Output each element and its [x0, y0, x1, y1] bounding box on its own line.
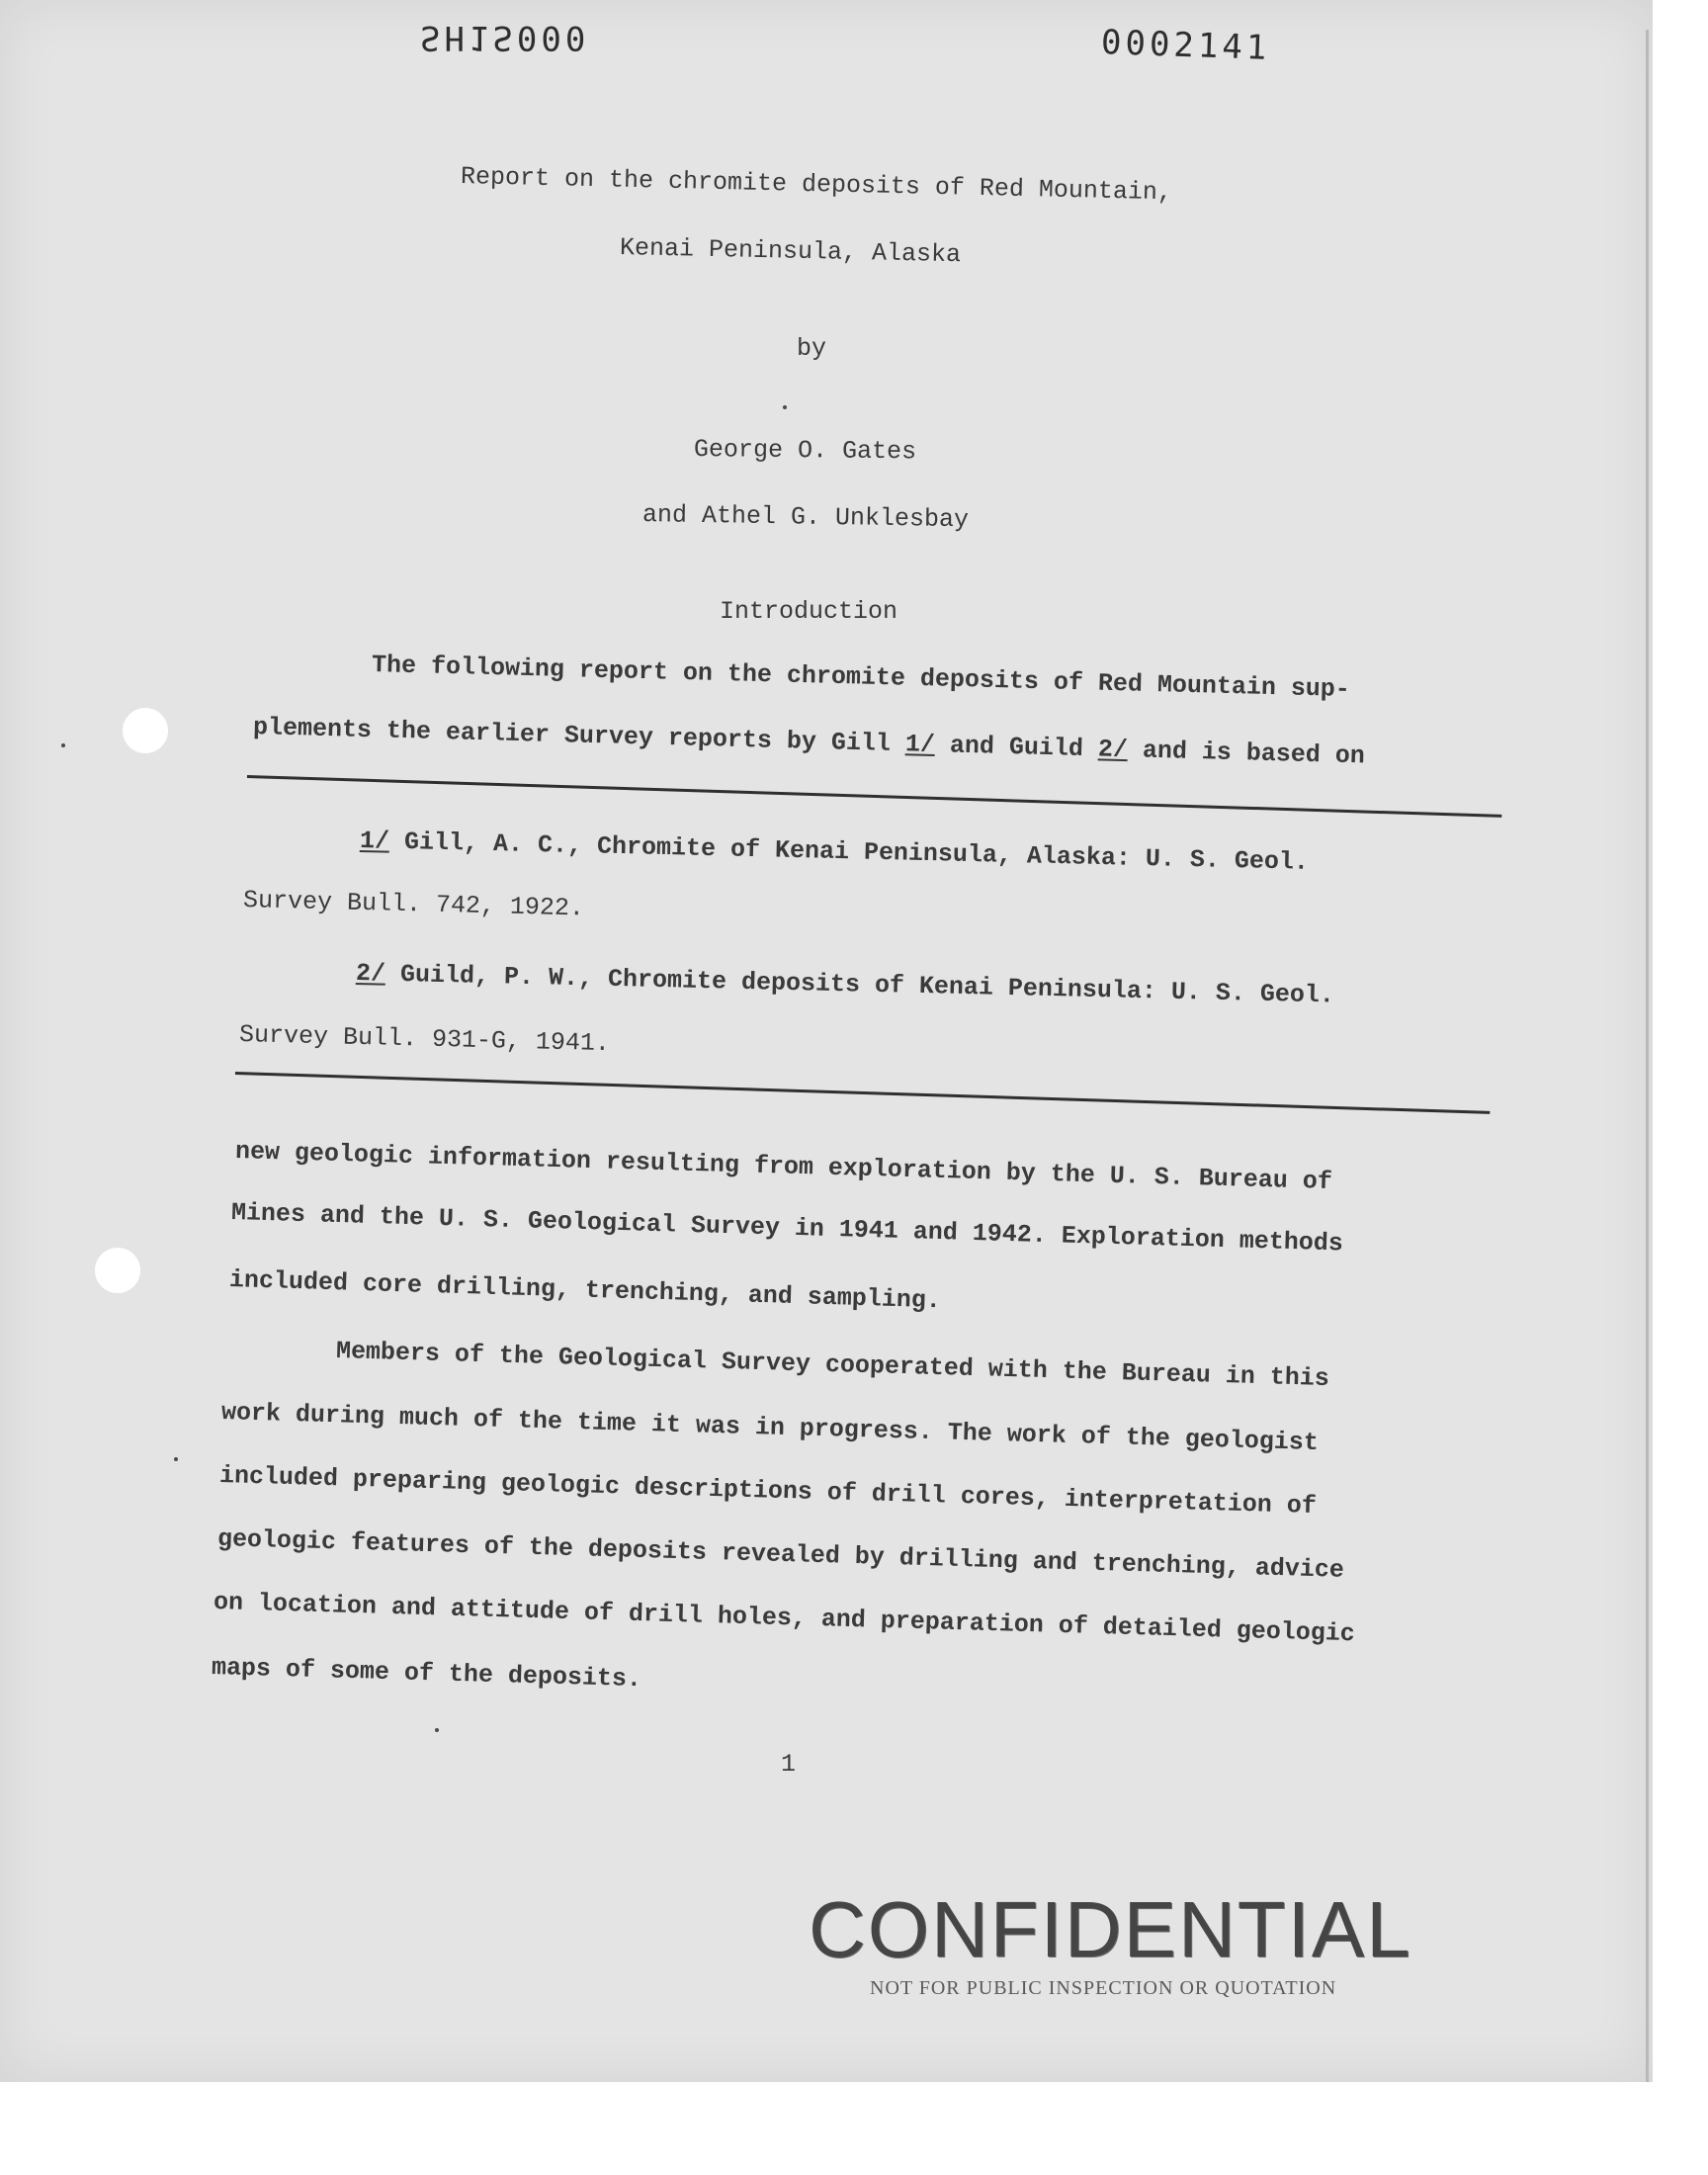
- archive-number-right: 0002141: [1100, 23, 1271, 68]
- page-edge: [1646, 30, 1649, 2082]
- punch-hole-lower: [95, 1248, 140, 1293]
- paragraph-2-line-6: maps of some of the deposits.: [211, 1653, 642, 1695]
- confidential-stamp: CONFIDENTIAL: [809, 1885, 1412, 1973]
- paragraph-1-line-2-text-a: plements the earlier Survey reports by Gill: [252, 713, 906, 759]
- footnote-2-line-2: Survey Bull. 931-G, 1941.: [238, 1020, 611, 1059]
- paragraph-2-line-5: on location and attitude of drill holes, and preparation of detailed geologic: [213, 1588, 1356, 1649]
- author-1: George O. Gates: [693, 435, 917, 467]
- paragraph-2-line-4: geologic features of the deposits revealed by drilling and trenching, advice: [216, 1524, 1345, 1585]
- footnote-1-text: Gill, A. C., Chromite of Kenai Peninsula, Alaska: U. S. Geol.: [388, 826, 1310, 877]
- page-number: 1: [781, 1750, 797, 1779]
- paragraph-1-line-1: The following report on the chromite deposits of Red Mountain sup-: [371, 651, 1351, 705]
- paragraph-2-line-2: work during much of the time it was in progress. The work of the geologist: [220, 1398, 1320, 1457]
- confidential-stamp-subtitle: NOT FOR PUBLIC INSPECTION OR QUOTATION: [870, 1977, 1337, 1999]
- paragraph-1-line-2: [253, 713, 1366, 770]
- footnote-1-marker: 1/: [359, 826, 390, 856]
- scan-speck: [435, 1728, 439, 1732]
- scan-speck: [174, 1457, 178, 1461]
- footnote-reference-2: 2/: [1097, 735, 1129, 765]
- footnote-1-line-2: Survey Bull. 742, 1922.: [242, 886, 585, 923]
- author-2: and Athel G. Unklesbay: [641, 500, 970, 535]
- paragraph-2-line-1: Members of the Geological Survey cooperated with the Bureau in this: [335, 1337, 1330, 1394]
- report-title-line-2: Kenai Peninsula, Alaska: [619, 233, 962, 270]
- footnote-separator-bottom: [235, 1072, 1490, 1114]
- paragraph-1-line-2-text-b: and Guild: [934, 731, 1099, 764]
- footnote-2-text: Guild, P. W., Chromite deposits of Kenai Peninsula: U. S. Geol.: [384, 959, 1335, 1010]
- paragraph-1-line-4: Mines and the U. S. Geological Survey in 1941 and 1942. Exploration methods: [230, 1198, 1344, 1259]
- byline-by: by: [797, 334, 827, 363]
- footnote-2-marker: 2/: [355, 959, 386, 989]
- archive-number-left: SH1S000: [420, 18, 590, 57]
- footnote-reference-1: 1/: [904, 730, 936, 760]
- footnote-2-line-1: [356, 959, 1335, 1009]
- paragraph-2-line-3: included preparing geologic descriptions of drill cores, interpretation of: [218, 1461, 1318, 1521]
- paragraph-1-line-5: included core drilling, trenching, and sampling.: [228, 1265, 942, 1316]
- scan-speck: [61, 743, 65, 747]
- footnote-1-line-1: [360, 826, 1310, 877]
- scan-speck: [783, 405, 787, 409]
- footnote-separator-top: [247, 775, 1501, 818]
- punch-hole-upper: [123, 708, 168, 753]
- paragraph-1-line-3: new geologic information resulting from exploration by the U. S. Bureau of: [234, 1137, 1333, 1196]
- report-title-line-1: Report on the chromite deposits of Red Mountain,: [460, 162, 1173, 208]
- section-heading-introduction: Introduction: [720, 597, 898, 626]
- paragraph-1-line-2-text-c: and is based on: [1127, 736, 1366, 771]
